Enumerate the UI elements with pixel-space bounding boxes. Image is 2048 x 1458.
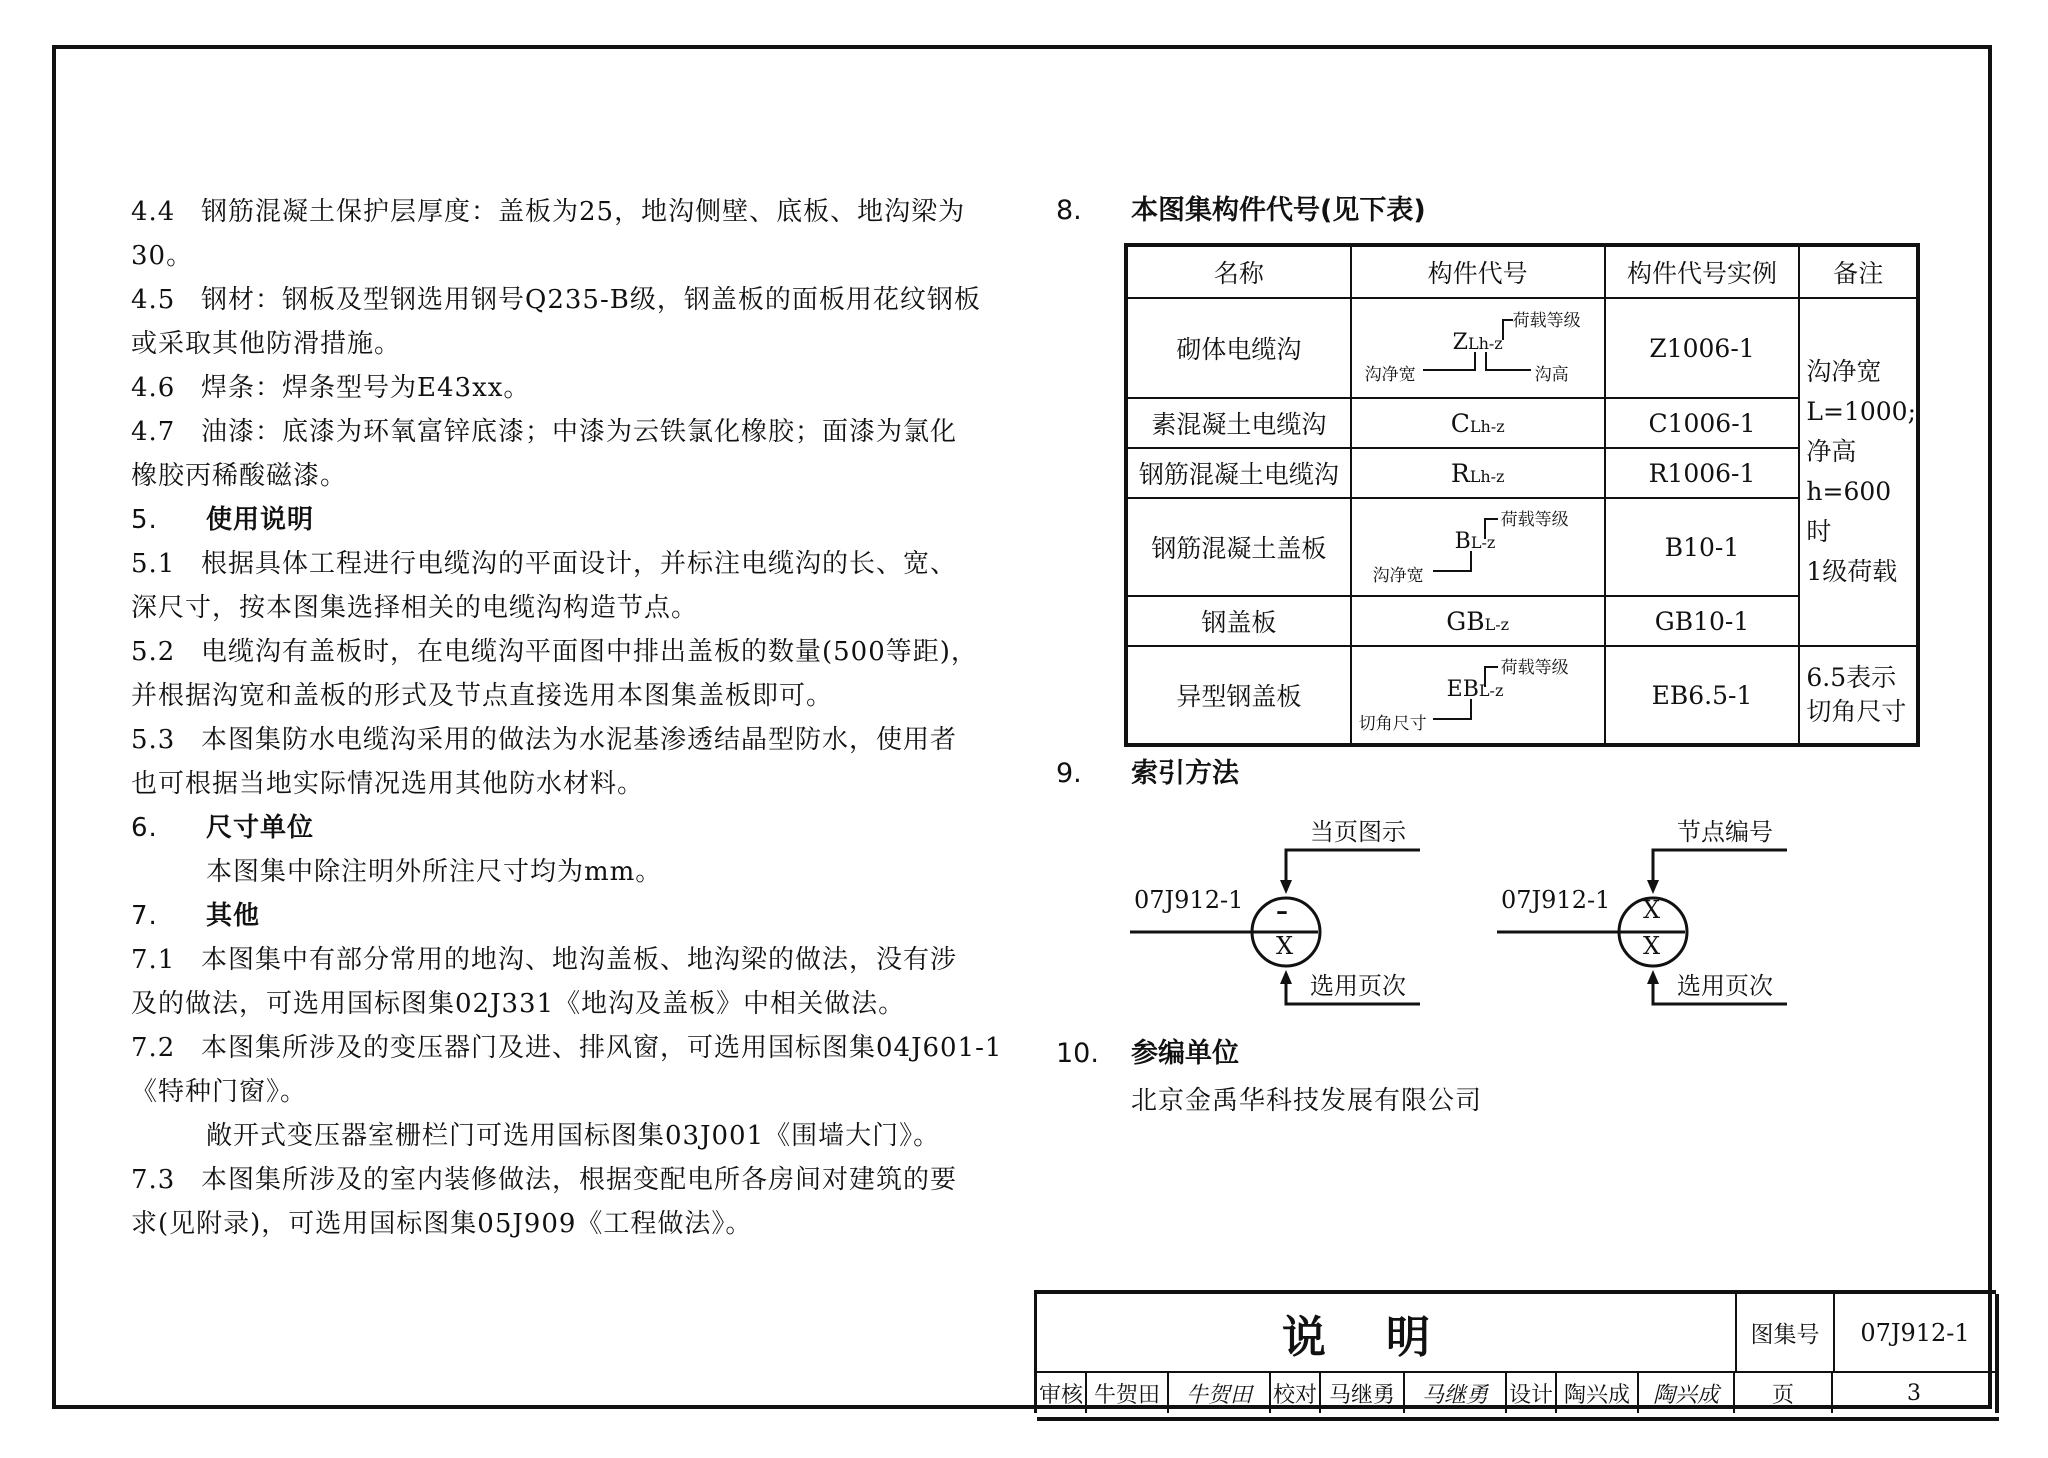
note-paragraph <box>131 1026 1011 1070</box>
index-diagram-node-number <box>1497 808 1917 1008</box>
table-row <box>1126 498 1918 596</box>
note-paragraph-continuation: 30。 <box>131 241 194 271</box>
note-paragraph <box>131 410 1011 454</box>
clause-number: 5.2 <box>131 637 176 667</box>
clause-number: 7.2 <box>131 1033 176 1063</box>
section-number: 9. <box>1056 758 1082 789</box>
label-load-grade: 荷载等级 <box>1500 658 1569 678</box>
atlas-label: 图集号 <box>1735 1294 1833 1373</box>
row-code <box>1351 646 1605 745</box>
circle-lower: X <box>1643 932 1661 960</box>
clause-number: 6. <box>131 813 158 843</box>
title-block <box>1034 1290 1996 1413</box>
section-10-heading <box>1056 1036 1239 1072</box>
note-paragraph-continuation: 或采取其他防滑措施。 <box>131 329 402 359</box>
atlas-number: 07J912-1 <box>1833 1294 1999 1373</box>
header-name: 名称 <box>1126 245 1351 298</box>
section-number: 8. <box>1056 195 1082 226</box>
note-paragraph-continuation: 并根据沟宽和盖板的形式及节点直接选用本图集盖板即可。 <box>131 681 834 711</box>
code-main: B <box>1454 529 1471 554</box>
note-paragraph-continuation: 《特种门窗》。 <box>131 1077 308 1107</box>
atlas-ref: 07J912-1 <box>1134 886 1244 914</box>
check-label: 校对 <box>1271 1373 1321 1413</box>
row-example: R1006-1 <box>1605 448 1800 498</box>
row-example: C1006-1 <box>1605 398 1800 448</box>
code-main: R <box>1450 458 1470 488</box>
remark-line: 6.5表示 <box>1806 663 1897 692</box>
section-heading <box>131 498 1011 542</box>
clause-text: 油漆：底漆为环氧富锌底漆；中漆为云铁氯化橡胶；面漆为氯化 <box>201 417 958 447</box>
note-paragraph <box>131 630 1011 674</box>
circle-lower: X <box>1276 932 1294 960</box>
clause-number: 7.1 <box>131 945 176 975</box>
drawing-title: 说明 <box>1037 1294 1735 1373</box>
table-row <box>1126 298 1918 398</box>
code-sub: L-z <box>1478 681 1504 700</box>
clause-number: 7.3 <box>131 1165 176 1195</box>
row-code <box>1351 596 1605 646</box>
section-title: 参编单位 <box>1131 1038 1239 1069</box>
row-code <box>1351 298 1605 398</box>
signature-row <box>1037 1373 1999 1421</box>
row-name: 钢筋混凝土电缆沟 <box>1126 448 1351 498</box>
label-selected-page: 选用页次 <box>1677 972 1773 1000</box>
row-name: 素混凝土电缆沟 <box>1126 398 1351 448</box>
clause-number: 4.4 <box>131 197 176 227</box>
label-net-width: 沟净宽 <box>1372 566 1424 586</box>
clause-text: 电缆沟有盖板时，在电缆沟平面图中排出盖板的数量(500等距)， <box>201 637 978 667</box>
design-label: 设计 <box>1507 1373 1557 1413</box>
label-current-page: 当页图示 <box>1310 818 1406 846</box>
remark-line: 净高 <box>1806 437 1857 466</box>
remark-line: 1级荷载 <box>1806 557 1898 586</box>
clause-text: 尺寸单位 <box>206 813 315 843</box>
note-paragraph <box>131 366 1011 410</box>
note-paragraph-continuation: 深尺寸，按本图集选择相关的电缆沟构造节点。 <box>131 593 699 623</box>
note-paragraph: 本图集中除注明外所注尺寸均为mm。 <box>206 857 663 887</box>
code-sub: L-z <box>1470 533 1496 552</box>
clause-text: 本图集防水电缆沟采用的做法为水泥基渗透结晶型防水，使用者 <box>201 725 958 755</box>
row-name: 钢盖板 <box>1126 596 1351 646</box>
table-row <box>1126 596 1918 646</box>
code-main: C <box>1450 408 1470 438</box>
row-example: B10-1 <box>1605 498 1800 596</box>
label-load-grade: 荷载等级 <box>1500 510 1569 530</box>
clause-text: 根据具体工程进行电缆沟的平面设计，并标注电缆沟的长、宽、 <box>201 549 958 579</box>
code-main: EB <box>1446 677 1479 702</box>
table-row <box>1126 448 1918 498</box>
section-title: 本图集构件代号(见下表) <box>1131 195 1426 226</box>
clause-number: 7. <box>131 901 158 931</box>
participating-org: 北京金禹华科技发展有限公司 <box>1131 1086 1483 1116</box>
clause-text: 钢筋混凝土保护层厚度：盖板为25，地沟侧壁、底板、地沟梁为 <box>201 197 966 227</box>
code-sub: Lh-z <box>1467 334 1503 353</box>
code-main: Z <box>1452 330 1468 355</box>
row-code <box>1351 498 1605 596</box>
clause-number: 5.3 <box>131 725 176 755</box>
remark-merged <box>1799 298 1918 646</box>
note-paragraph: 敞开式变压器室栅栏门可选用国标图集03J001《围墙大门》。 <box>206 1121 941 1151</box>
reviewer-signature: 牛贺田 <box>1169 1373 1271 1413</box>
clause-number: 4.7 <box>131 417 176 447</box>
page-label: 页 <box>1735 1373 1833 1413</box>
row-name: 钢筋混凝土盖板 <box>1126 498 1351 596</box>
label-selected-page: 选用页次 <box>1310 972 1406 1000</box>
section-heading <box>131 806 1011 850</box>
label-height: 沟高 <box>1534 365 1569 385</box>
clause-number: 4.5 <box>131 285 176 315</box>
row-name: 异型钢盖板 <box>1126 646 1351 745</box>
circle-upper: – <box>1276 896 1288 925</box>
note-paragraph-continuation: 橡胶丙稀酸磁漆。 <box>131 461 348 491</box>
header-example: 构件代号实例 <box>1605 245 1800 298</box>
clause-number: 5. <box>131 505 158 535</box>
label-net-width: 沟净宽 <box>1364 365 1416 385</box>
clause-text: 焊条：焊条型号为E43xx。 <box>201 373 531 403</box>
remark-line: 沟净宽 <box>1806 357 1882 386</box>
section-number: 10. <box>1056 1038 1099 1069</box>
table-row <box>1126 398 1918 448</box>
row-code <box>1351 398 1605 448</box>
note-paragraph-continuation: 及的做法，可选用国标图集02J331《地沟及盖板》中相关做法。 <box>131 989 906 1019</box>
section-8-heading <box>1056 193 1426 229</box>
remark-line: L=1000; <box>1806 397 1916 426</box>
note-paragraph-continuation: 也可根据当地实际情况选用其他防水材料。 <box>131 769 645 799</box>
note-paragraph <box>131 1158 1011 1202</box>
note-paragraph <box>131 278 1011 322</box>
section-title: 索引方法 <box>1131 758 1239 789</box>
section-9-heading <box>1056 756 1239 792</box>
clause-text: 钢材：钢板及型钢选用钢号Q235-B级，钢盖板的面板用花纹钢板 <box>201 285 981 315</box>
note-paragraph <box>131 190 1011 234</box>
code-sub: Lh-z <box>1469 466 1505 486</box>
clause-text: 其他 <box>206 901 261 931</box>
notes-left-column <box>131 190 1011 1246</box>
designer-signature: 陶兴成 <box>1639 1373 1735 1413</box>
row-code <box>1351 448 1605 498</box>
clause-number: 5.1 <box>131 549 176 579</box>
checker-name: 马继勇 <box>1321 1373 1405 1413</box>
clause-text: 使用说明 <box>206 505 315 535</box>
page-number: 3 <box>1833 1373 1999 1413</box>
label-cut-corner: 切角尺寸 <box>1358 714 1427 734</box>
clause-text: 本图集所涉及的变压器门及进、排风窗，可选用国标图集04J601-1 <box>201 1033 1003 1063</box>
circle-upper: X <box>1643 896 1661 924</box>
note-paragraph-continuation: 求(见附录)，可选用国标图集05J909《工程做法》。 <box>131 1209 753 1239</box>
code-main: GB <box>1446 606 1485 636</box>
code-sub: Lh-z <box>1469 416 1505 436</box>
note-paragraph <box>131 938 1011 982</box>
label-node-number: 节点编号 <box>1677 818 1773 846</box>
table-header-row <box>1126 245 1918 298</box>
atlas-ref: 07J912-1 <box>1501 886 1611 914</box>
clause-text: 本图集中有部分常用的地沟、地沟盖板、地沟梁的做法，没有涉 <box>201 945 958 975</box>
review-label: 审核 <box>1037 1373 1087 1413</box>
row-example: Z1006-1 <box>1605 298 1800 398</box>
row-name: 砌体电缆沟 <box>1126 298 1351 398</box>
component-code-table <box>1124 243 1920 747</box>
code-sub: L-z <box>1484 614 1510 634</box>
table-row <box>1126 646 1918 745</box>
header-remark: 备注 <box>1799 245 1918 298</box>
clause-text: 本图集所涉及的室内装修做法，根据变配电所各房间对建筑的要 <box>201 1165 958 1195</box>
reviewer-name: 牛贺田 <box>1087 1373 1169 1413</box>
index-diagram-current-page <box>1130 808 1550 1008</box>
section-heading <box>131 894 1011 938</box>
remark-line: 切角尺寸 <box>1806 697 1907 726</box>
checker-signature: 马继勇 <box>1405 1373 1507 1413</box>
header-code: 构件代号 <box>1351 245 1605 298</box>
note-paragraph <box>131 542 1011 586</box>
clause-number: 4.6 <box>131 373 176 403</box>
note-paragraph <box>131 718 1011 762</box>
remark-last <box>1799 646 1918 745</box>
remark-line: h=600时 <box>1806 477 1892 546</box>
row-example: GB10-1 <box>1605 596 1800 646</box>
label-load-grade: 荷载等级 <box>1512 311 1581 331</box>
row-example: EB6.5-1 <box>1605 646 1800 745</box>
designer-name: 陶兴成 <box>1557 1373 1639 1413</box>
